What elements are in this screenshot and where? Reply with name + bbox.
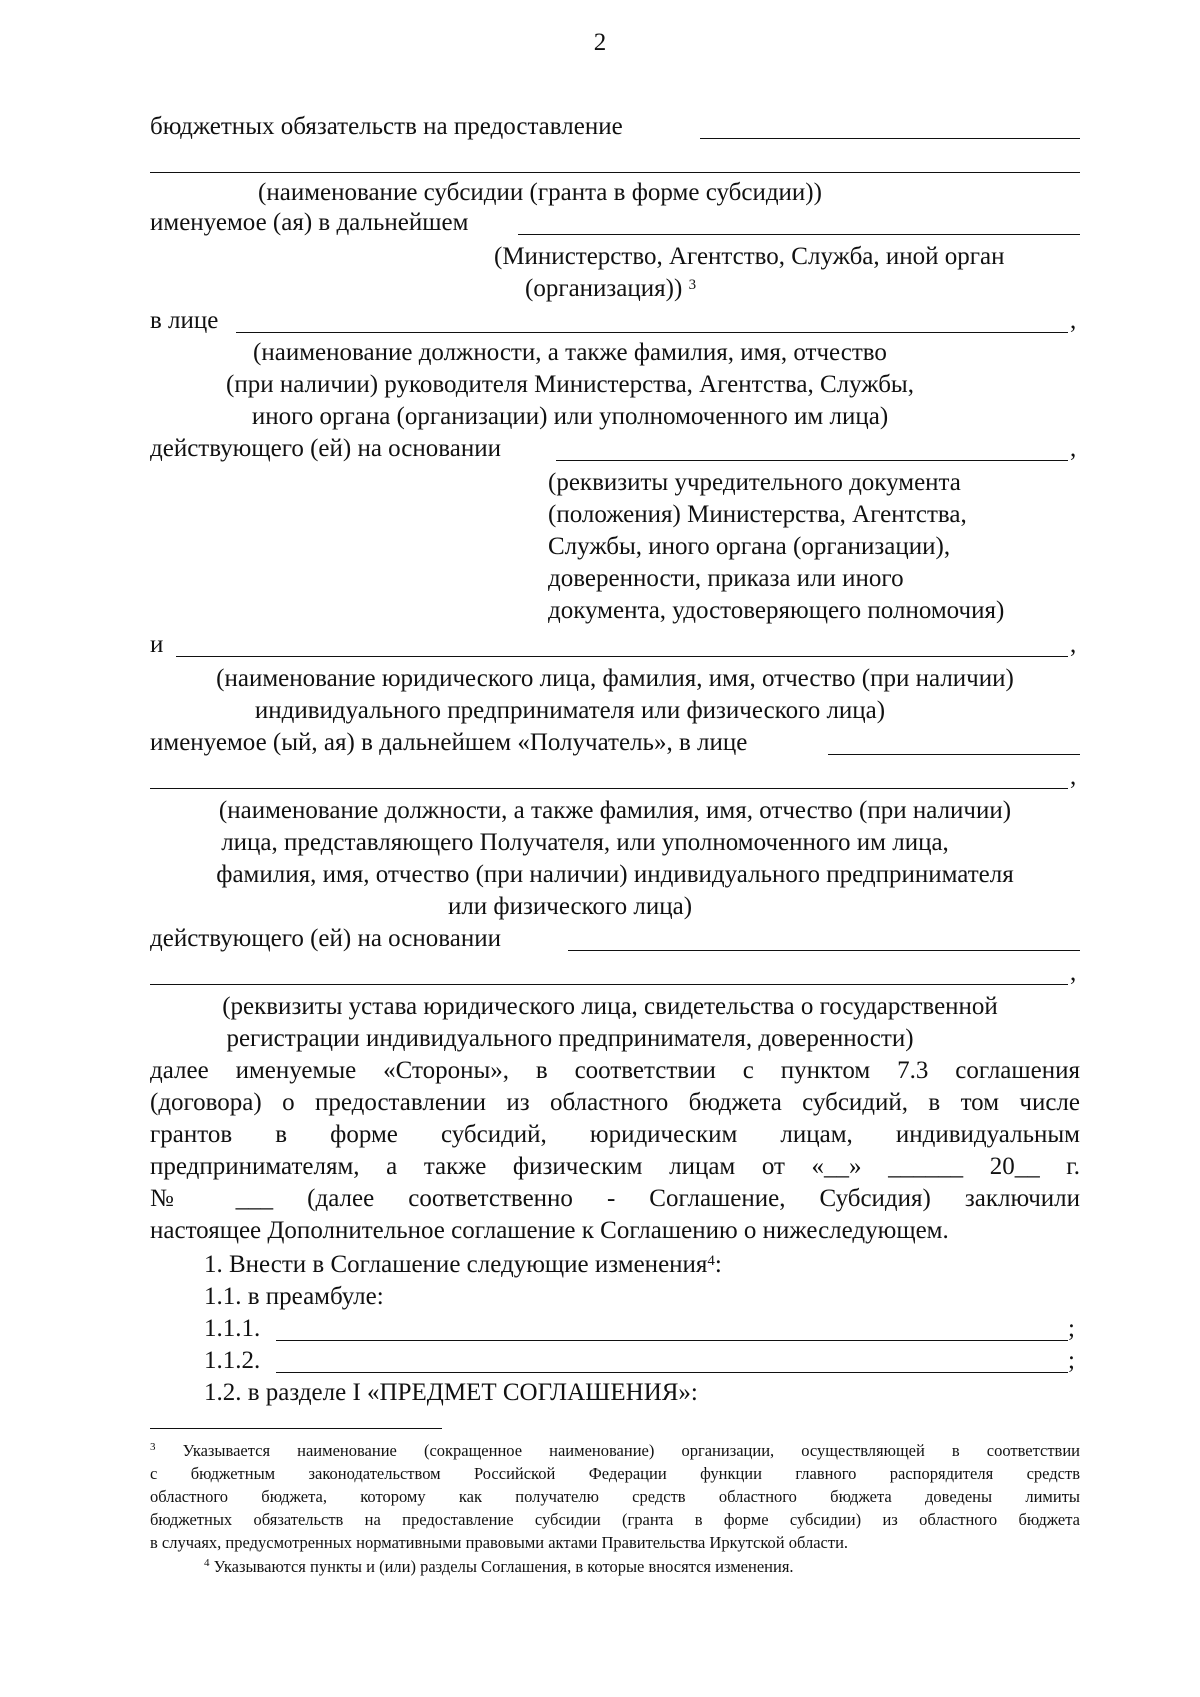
caption-legal-entity-2: индивидуального предпринимателя или физического лица) <box>254 697 886 724</box>
footnote-3-line-4: бюджетных обязательств на предоставление субсидии (гранта в форме субсидии) из областного бюджета <box>150 1510 1080 1529</box>
paragraph-line-3: грантов в форме субсидий, юридическим лицам, индивидуальным <box>150 1121 1080 1148</box>
comma: , <box>1070 307 1077 334</box>
footnote-3-line-5: в случаях, предусмотренных нормативными правовыми актами Правительства Иркутской области. <box>150 1533 849 1552</box>
comma: , <box>1070 959 1077 986</box>
caption-founding-5: документа, удостоверяющего полномочия) <box>548 597 1005 624</box>
colon: : <box>714 1251 722 1278</box>
caption-position-3: иного органа (организации) или уполномоченного им лица) <box>251 403 889 430</box>
footnote-4-line-1 <box>204 1556 794 1577</box>
text-line-1: бюджетных обязательств на предоставление <box>150 113 623 140</box>
fill-blank <box>150 984 1068 985</box>
caption-recipient-position-3: фамилия, имя, отчество (при наличии) индивидуального предпринимателя <box>216 861 1014 888</box>
footnote-3-line-2: с бюджетным законодательством Российской Федерации функции главного распорядителя средств <box>150 1464 1080 1483</box>
text-in-person: в лице <box>150 307 219 334</box>
paragraph-line-1: далее именуемые «Стороны», в соответствии с пунктом 7.3 соглашения <box>150 1057 1080 1084</box>
text-line-named: именуемое (ая) в дальнейшем <box>150 209 469 236</box>
fill-blank <box>828 754 1080 755</box>
caption-recipient-position-1: (наименование должности, а также фамилия, имя, отчество (при наличии) <box>218 797 1012 824</box>
caption-ministry: (Министерство, Агентство, Служба, иной орган <box>494 243 1005 270</box>
footnote-ref-3: 3 <box>688 277 697 293</box>
footnote-mark-4: 4 <box>204 1557 210 1569</box>
caption-founding-3: Службы, иного органа (организации), <box>548 533 951 560</box>
caption-organization-text: (организация)) <box>525 275 683 302</box>
caption-position-1: (наименование должности, а также фамилия, имя, отчество <box>253 339 887 366</box>
item-1 <box>204 1250 722 1280</box>
semicolon: ; <box>1068 1347 1075 1374</box>
caption-founding-4: доверенности, приказа или иного <box>548 565 904 592</box>
fill-blank <box>276 1372 1068 1373</box>
fill-blank <box>568 950 1080 951</box>
caption-founding-1: (реквизиты учредительного документа <box>548 469 961 496</box>
fill-blank <box>556 460 1068 461</box>
footnote-3-line-3: областного бюджета, которому как получателю средств областного бюджета доведены лимиты <box>150 1487 1080 1506</box>
paragraph-line-2: (договора) о предоставлении из областного бюджета субсидий, в том числе <box>150 1089 1080 1116</box>
caption-recipient-position-2: лица, представляющего Получателя, или уполномоченного им лица, <box>221 829 949 856</box>
caption-position-2: (при наличии) руководителя Министерства, Агентства, Службы, <box>226 371 914 398</box>
caption-legal-entity-1: (наименование юридического лица, фамилия, имя, отчество (при наличии) <box>216 665 1014 692</box>
caption-charter-2: регистрации индивидуального предпринимателя, доверенности) <box>226 1025 914 1052</box>
text-and: и <box>150 631 164 658</box>
fill-blank <box>176 656 1068 657</box>
footnote-3-line-1 <box>150 1440 1080 1461</box>
paragraph-line-6: настоящее Дополнительное соглашение к Соглашению о нижеследующем. <box>150 1217 949 1244</box>
footnote-3-text-1: Указывается наименование (сокращенное наименование) организации, осуществляющей в соответствии <box>182 1441 1081 1460</box>
page-number: 2 <box>593 29 607 56</box>
caption-founding-2: (положения) Министерства, Агентства, <box>548 501 967 528</box>
semicolon: ; <box>1068 1315 1075 1342</box>
item-1-1: 1.1. в преамбуле: <box>204 1283 384 1310</box>
item-1-text: 1. Внести в Соглашение следующие изменения <box>204 1251 708 1278</box>
comma: , <box>1070 435 1077 462</box>
paragraph-line-5: № ___ (далее соответственно - Соглашение, Субсидия) заключили <box>150 1185 1080 1212</box>
fill-blank <box>150 788 1068 789</box>
paragraph-line-4: предпринимателям, а также физическим лицам от «__» ______ 20__ г. <box>150 1153 1080 1180</box>
comma: , <box>1070 763 1077 790</box>
text-acting-basis-2: действующего (ей) на основании <box>150 925 501 952</box>
footnote-ref-4: 4 <box>707 1253 715 1269</box>
fill-blank <box>150 172 1080 173</box>
comma: , <box>1070 631 1077 658</box>
item-1-1-1: 1.1.1. <box>204 1315 261 1342</box>
fill-blank <box>700 138 1080 139</box>
footnote-4-text-1: Указываются пункты и (или) разделы Соглашения, в которые вносятся изменения. <box>213 1557 794 1576</box>
text-recipient: именуемое (ый, ая) в дальнейшем «Получатель», в лице <box>150 729 748 756</box>
footnote-separator <box>150 1428 442 1429</box>
text-acting-basis: действующего (ей) на основании <box>150 435 501 462</box>
caption-recipient-position-4: или физического лица) <box>447 893 693 920</box>
fill-blank <box>276 1340 1068 1341</box>
caption-charter-1: (реквизиты устава юридического лица, свидетельства о государственной <box>222 993 998 1020</box>
fill-blank <box>518 234 1080 235</box>
item-1-1-2: 1.1.2. <box>204 1347 261 1374</box>
footnote-mark-3: 3 <box>150 1441 156 1453</box>
caption-organization <box>525 274 696 304</box>
item-1-2: 1.2. в разделе I «ПРЕДМЕТ СОГЛАШЕНИЯ»: <box>204 1379 698 1406</box>
caption-subsidy-name: (наименование субсидии (гранта в форме субсидии)) <box>258 179 822 206</box>
fill-blank <box>236 332 1068 333</box>
